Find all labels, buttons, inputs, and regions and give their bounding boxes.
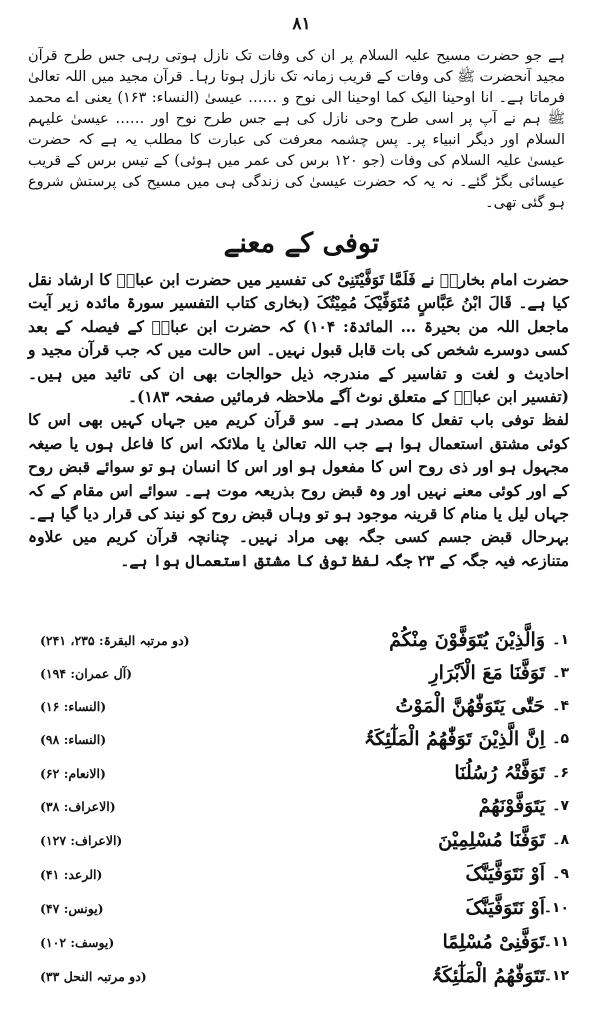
verse-text: یَتَوَفَّوْنَھُمْ <box>478 795 545 817</box>
verse-reference: (یونس: ۴۷) <box>40 900 104 916</box>
verse-number: ۵۔ <box>552 731 569 747</box>
verse-number: ۴۔ <box>552 698 569 714</box>
verse-reference: (دو مرتبہ البقرۃ: ۲۳۵، ۲۴۱) <box>40 632 190 648</box>
verse-number: ۱۲۔ <box>543 968 569 984</box>
verse-reference: (الانعام: ۶۲) <box>40 765 106 781</box>
body-paragraph-2: لفظ توفی باب تفعل کا مصدر ہے۔ سو قرآن کریم میں جہاں کہیں بھی اس کا کوئی مشتق استعمال ہوا ہے جب اللہ تعالیٰ یا ملائکہ اس کا فاعل ہوں یا صیغہ مجہول ہو اور ذی روح اس کا مفعول ہو اور اس کا انسان ہو تو سوائے قبض روح کے اور کوئی معنے نہیں اور وہ قبض روح بذریعہ موت ہے۔ سوائے اس مقام کے کہ جہاں لیل یا منام کا قرینہ موجود ہو تو وہاں قبض روح کو نیند کی قرار دیا گیا ہے۔ بہرحال قبض جسم کسی جگہ بھی مراد نہیں۔ چنانچہ قرآن کریم میں علاوہ متنازعہ فیہ جگہ کے ۲۳ جگہ لفظ توفی کا مشتق استعمال ہوا ہے۔ <box>28 410 569 570</box>
verse-reference: (یوسف: ۱۰۲) <box>40 934 115 950</box>
verse-text: اَوْ نَتَوَفَّیَنَّکَ <box>465 863 545 885</box>
section-heading: توفی کے معنے <box>223 228 380 259</box>
verse-row <box>40 658 569 688</box>
verse-text: تَوَفَّنِیْ مُسْلِمًا <box>442 931 545 953</box>
verse-reference: (آل عمران: ۱۹۴) <box>40 665 133 681</box>
verse-text: وَالَّذِیْنَ یُتَوَفَّوْنَ مِنْکُمْ <box>389 629 545 651</box>
verse-row <box>40 691 569 721</box>
verse-number: ۶۔ <box>552 765 569 781</box>
body-paragraph-1: حضرت امام بخاریؒ نے فَلَمَّا تَوَفَّیْتَنِیْ کی تفسیر میں حضرت ابن عباسؓ کا ارشاد نقل کیا ہے۔ قَالَ ابْنُ عَبَّاسٍ مُتَوَفِّیْکَ مُمِیْتُکَ (بخاری کتاب التفسیر سورۃ مائدہ زیر آیت ماجعل اللہ من بحیرۃ … المائدۃ: ۱۰۴) کہ حضرت ابن عباسؓ کے فیصلہ کے بعد کسی دوسرے شخص کی بات قابل قبول نہیں۔ اس حالت میں کہ جب قرآن مجید و احادیث و لغت و تفاسیر کے مندرجہ ذیل حوالجات بھی ان کی تائید میں ہیں۔ (تفسیر ابن عباسؓ کے متعلق نوٹ آگے ملاحظہ فرمائیں صفحہ ۱۸۳)۔ <box>28 270 569 407</box>
verse-row <box>40 791 569 821</box>
body-text <box>28 268 569 572</box>
verse-row <box>40 961 569 991</box>
verse-row <box>40 825 569 855</box>
verse-reference: (الرعد: ۴۱) <box>40 866 103 882</box>
intro-paragraph: ہے جو حضرت مسیح علیہ السلام پر ان کی وفات تک نازل ہوتی رہی جس طرح قرآن مجید آنحضرت ﷺ کی وفات کے قریب زمانہ تک نازل ہوتا رہا۔ قرآن مجید میں اللہ تعالیٰ فرماتا ہے۔ انا اوحینا الیک کما اوحینا الی نوح و …… عیسیٰ (النساء: ۱۶۳) یعنی اے محمد ﷺ ہم نے آپ پر اسی طرح وحی نازل کی ہے جس طرح نوح اور …… عیسیٰ علیہم السلام اور دیگر انبیاء پر۔ پس چشمہ معرفت کی عبارت کا مطلب یہ ہے کہ حضرت عیسیٰ علیہ السلام کی وفات (جو ۱۲۰ برس کی عمر میں ہوئی) کے تیس برس کے قریب عیسائی بگڑ گئے۔ نہ یہ کہ حضرت عیسیٰ کی زندگی ہی میں مسیح کی پرستش شروع ہو گئی تھی۔ <box>28 48 566 211</box>
verse-reference: (الاعراف: ۳۸) <box>40 798 116 814</box>
verse-row <box>40 927 569 957</box>
verse-text: تَوَفَّنَا مُسْلِمِیْنَ <box>438 829 545 851</box>
verse-text: تَوَفَّنَا مَعَ الْاَبْرَارِ <box>429 662 545 684</box>
verse-number: ۷۔ <box>552 798 569 814</box>
verse-number: ۳۔ <box>552 665 569 681</box>
verse-number: ۸۔ <box>552 832 569 848</box>
verse-row <box>40 893 569 923</box>
verse-text: اِنَّ الَّذِیْنَ تَوَفّٰھُمُ الْمَلٰٓئِکَۃُ <box>363 728 545 750</box>
verse-reference: (النساء: ۹۸) <box>40 731 107 747</box>
verse-number: ۹۔ <box>552 866 569 882</box>
verse-number: ۱۰۔ <box>543 900 569 916</box>
verse-number: ۱۔ <box>552 632 569 648</box>
verse-reference: (النساء: ۱۶) <box>40 698 107 714</box>
page-number: ۸۱ <box>292 14 311 34</box>
verse-number: ۱۱۔ <box>543 934 569 950</box>
verse-text: حَتّٰی یَتَوَفّٰھُنَّ الْمَوْتُ <box>395 695 545 717</box>
verse-text: تَتَوَفّٰھُمُ الْمَلٰٓئِکَۃُ <box>431 965 545 987</box>
verse-reference: (الاعراف: ۱۲۷) <box>40 832 123 848</box>
verse-list <box>0 625 603 1005</box>
verse-row <box>40 758 569 788</box>
verse-row <box>40 859 569 889</box>
verse-row <box>40 724 569 754</box>
verse-reference: (دو مرتبہ النحل ۳۳) <box>40 968 147 984</box>
verse-text: تَوَفَّتْہُ رُسُلُنَا <box>454 762 545 784</box>
verse-row <box>40 625 569 655</box>
verse-text: اَوْ نَتَوَفَّیَنَّکَ <box>465 897 545 919</box>
